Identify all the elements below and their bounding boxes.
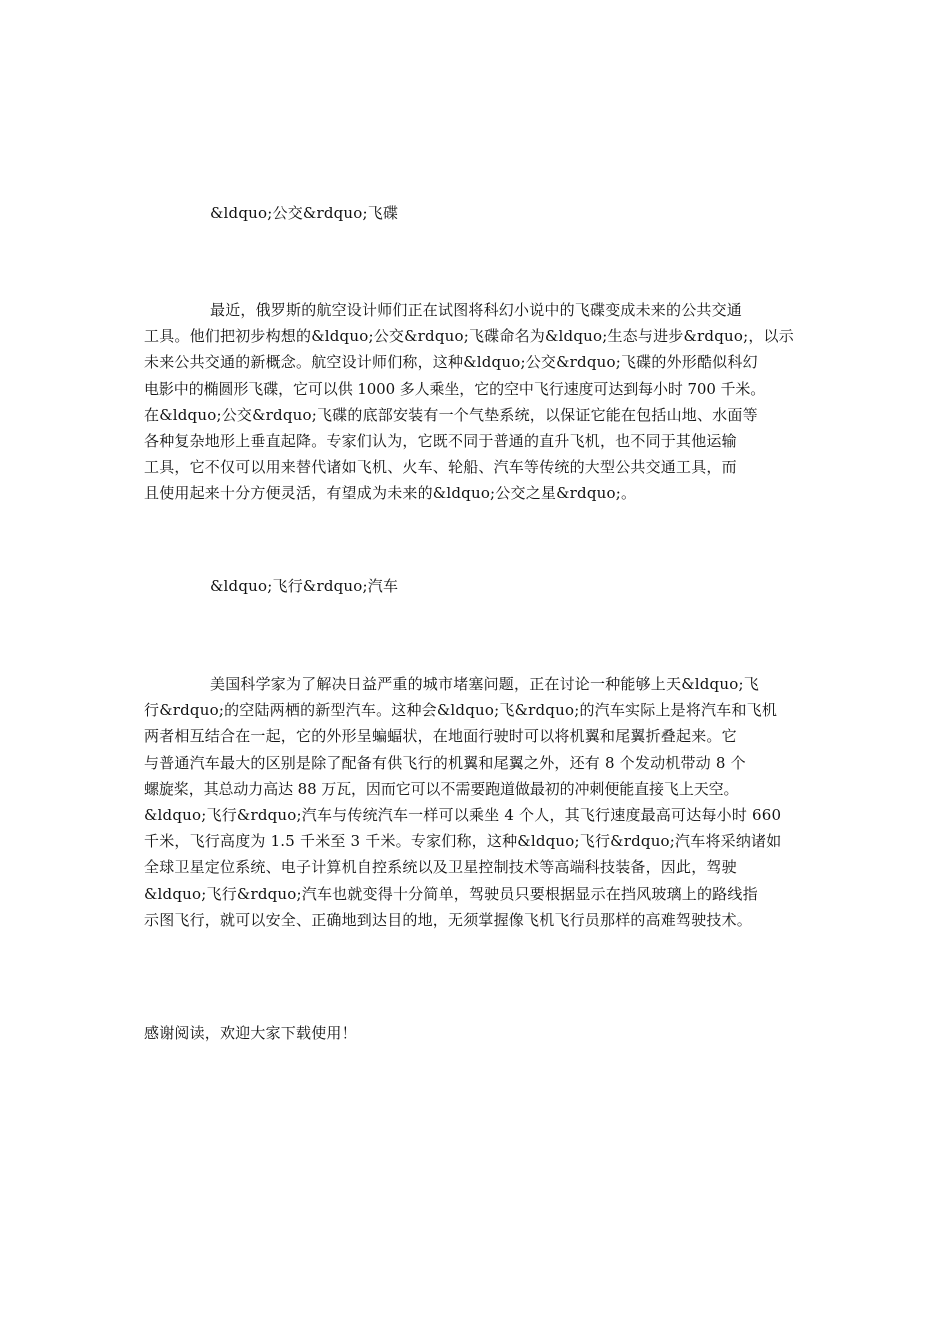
paragraph-line: 美国科学家为了解决日益严重的城市堵塞问题，正在讨论一种能够上天&ldquo;飞 — [210, 675, 759, 693]
paragraph-line: 与普通汽车最大的区别是除了配备有供飞行的机翼和尾翼之外，还有 8 个发动机带动 8 个 — [144, 753, 746, 772]
paragraph-line: 在&ldquo;公交&rdquo;飞碟的底部安装有一个气垫系统，以保证它能在包括山地、水面等 — [144, 405, 758, 424]
paragraph-line: 示图飞行，就可以安全、正确地到达目的地，无须掌握像飞机飞行员那样的高难驾驶技术。 — [144, 910, 753, 929]
section-heading-bus-ufo: &ldquo;公交&rdquo;飞碟 — [210, 204, 399, 222]
closing-note: 感谢阅读，欢迎大家下载使用！ — [144, 1024, 357, 1042]
paragraph-flying-car — [144, 671, 806, 933]
paragraph-line: 螺旋桨，其总动力高达 88 万瓦，因而它可以不需要跑道做最初的冲刺便能直接飞上天空。 — [144, 779, 739, 798]
paragraph-line: 且使用起来十分方便灵活，有望成为未来的&ldquo;公交之星&rdquo;。 — [144, 484, 637, 503]
paragraph-line: 全球卫星定位系统、电子计算机自控系统以及卫星控制技术等高端科技装备，因此，驾驶 — [144, 858, 737, 877]
paragraph-line: 未来公共交通的新概念。航空设计师们称，这种&ldquo;公交&rdquo;飞碟的外形酷似科幻 — [144, 353, 758, 372]
paragraph-line: &ldquo;飞行&rdquo;汽车也就变得十分简单，驾驶员只要根据显示在挡风玻璃上的路线指 — [144, 884, 758, 903]
paragraph-line: 千米，飞行高度为 1.5 千米至 3 千米。专家们称，这种&ldquo;飞行&rdquo;汽车将采纳诸如 — [144, 832, 782, 851]
paragraph-line: 各种复杂地形上垂直起降。专家们认为，它既不同于普通的直升飞机，也不同于其他运输 — [144, 432, 737, 451]
paragraph-line: 行&rdquo;的空陆两栖的新型汽车。这种会&ldquo;飞&rdquo;的汽车实际上是将汽车和飞机 — [144, 701, 778, 720]
paragraph-line: 工具，它不仅可以用来替代诸如飞机、火车、轮船、汽车等传统的大型公共交通工具，而 — [144, 458, 737, 477]
paragraph-line: 最近，俄罗斯的航空设计师们正在试图将科幻小说中的飞碟变成未来的公共交通 — [210, 301, 743, 319]
paragraph-line: &ldquo;飞行&rdquo;汽车与传统汽车一样可以乘坐 4 个人，其飞行速度最高可达每小时 660 — [144, 806, 782, 825]
paragraph-bus-ufo — [144, 297, 806, 507]
paragraph-line: 两者相互结合在一起，它的外形呈蝙蝠状，在地面行驶时可以将机翼和尾翼折叠起来。它 — [144, 727, 737, 746]
section-heading-flying-car: &ldquo;飞行&rdquo;汽车 — [210, 577, 399, 595]
paragraph-line: 工具。他们把初步构想的&ldquo;公交&rdquo;飞碟命名为&ldquo;生态与进步&rdquo;，以示 — [144, 327, 794, 346]
paragraph-line: 电影中的椭圆形飞碟，它可以供 1000 多人乘坐，它的空中飞行速度可达到每小时 700 千米。 — [144, 379, 766, 398]
